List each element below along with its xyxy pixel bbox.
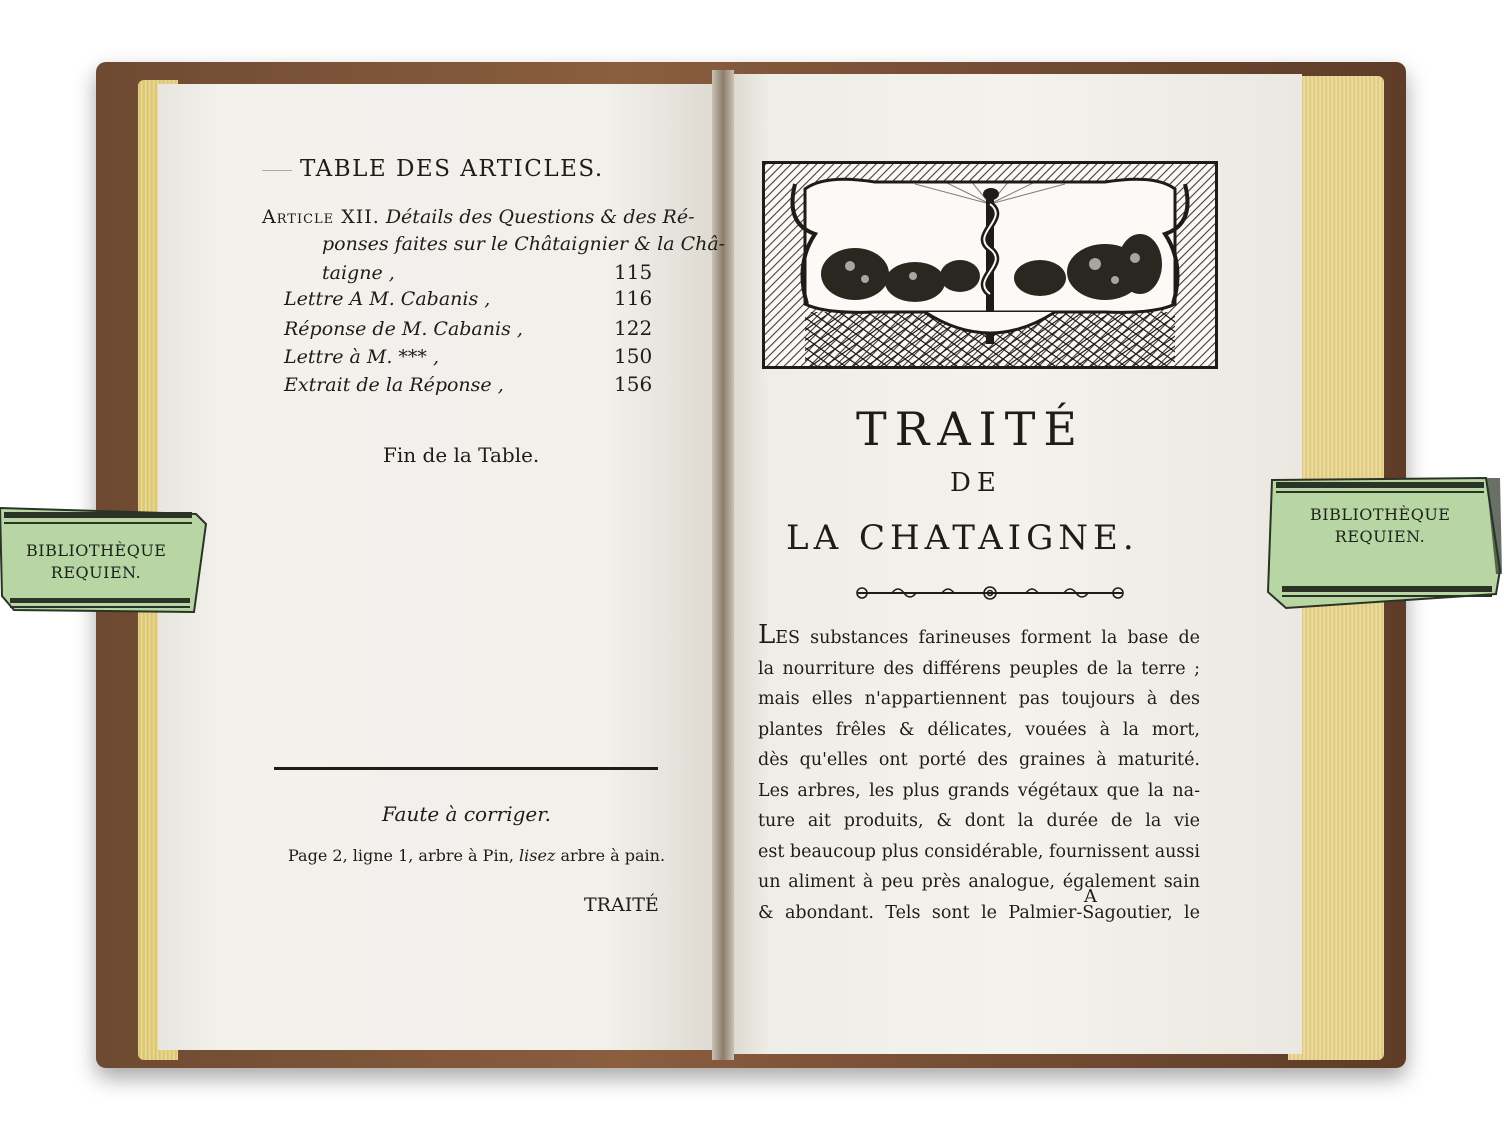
title-traite: TRAITÉ [856, 402, 1085, 456]
library-sticker-right [1266, 474, 1504, 614]
toc-entry-1-label: Article XII. [262, 206, 380, 228]
toc-entry-5-page: 156 [614, 372, 653, 396]
body-line-10: & abondant. Tels sont le Palmier-Sagoutier, le [758, 902, 1200, 923]
sticker-left-text [26, 540, 166, 584]
toc-entry-2-text: Lettre A M. Cabanis , [284, 288, 491, 310]
toc-entry-4-page: 150 [614, 344, 653, 368]
errata-line [288, 846, 665, 865]
sticker-right-line2: REQUIEN. [1334, 527, 1426, 546]
catchword: TRAITÉ [584, 894, 659, 916]
errata-lisez: lisez [519, 846, 556, 865]
body-line-7: ture ait produits, & dont la durée de la vie [758, 811, 1200, 831]
ornamental-rule [852, 583, 1128, 603]
toc-entry-1-line1 [262, 206, 695, 228]
sticker-right-line1: BIBLIOTHÈQUE [1310, 505, 1451, 524]
errata-prefix: Page 2, ligne 1, arbre à Pin, [288, 846, 514, 865]
title-de: DE [950, 468, 1002, 498]
body-line-5: dès qu'elles ont porté des graines à maturité. [758, 750, 1200, 770]
body-line-2: la nourriture des différens peuples de la terre ; [758, 658, 1200, 679]
body-line-3: mais elles n'appartiennent pas toujours à des [758, 689, 1200, 709]
section-rule [274, 767, 658, 770]
toc-entry-5-text: Extrait de la Réponse , [284, 374, 504, 396]
toc-entry-1-page: 115 [614, 260, 653, 284]
vignette-illustration [765, 164, 1215, 366]
toc-entry-1-line2: ponses faites sur le Châtaignier & la Châ- [322, 233, 726, 255]
toc-entry-1-line3: taigne , [322, 262, 395, 284]
toc-entry-2-page: 116 [614, 286, 653, 310]
drop-cap: L [758, 620, 776, 650]
body-line-6: Les arbres, les plus grands végétaux que la na- [758, 780, 1200, 801]
errata-suffix: arbre à pain. [560, 846, 666, 865]
toc-entry-4-text: Lettre à M. *** , [284, 346, 439, 368]
sticker-right-text [1310, 504, 1450, 548]
body-line-1 [758, 620, 1200, 654]
signature-mark: A [1084, 886, 1097, 907]
sticker-left-line1: BIBLIOTHÈQUE [26, 541, 167, 560]
end-of-table: Fin de la Table. [383, 443, 540, 467]
toc-entry-3-page: 122 [614, 316, 653, 340]
body-paragraph [758, 620, 1200, 928]
woodcut-vignette [762, 161, 1218, 369]
toc-entry-3-text: Réponse de M. Cabanis , [284, 318, 523, 340]
heading-rule [262, 170, 292, 171]
library-sticker-left [0, 500, 216, 620]
toc-entry-1-text: Détails des Questions & des Ré- [385, 206, 695, 228]
body-line-8: est beaucoup plus considérable, fournissent aussi [758, 841, 1200, 862]
sticker-left-line2: REQUIEN. [50, 563, 142, 582]
errata-heading: Faute à corriger. [382, 802, 551, 826]
toc-heading: TABLE DES ARTICLES. [300, 156, 604, 182]
body-line-4: plantes frêles & délicates, vouées à la mort, [758, 719, 1200, 740]
body-line-1-text: ES substances farineuses forment la base de [775, 628, 1200, 648]
title-la-chataigne: LA CHATAIGNE. [786, 518, 1139, 558]
body-line-9: un aliment à peu près analogue, également sain [758, 872, 1200, 892]
book-gutter [712, 70, 734, 1060]
